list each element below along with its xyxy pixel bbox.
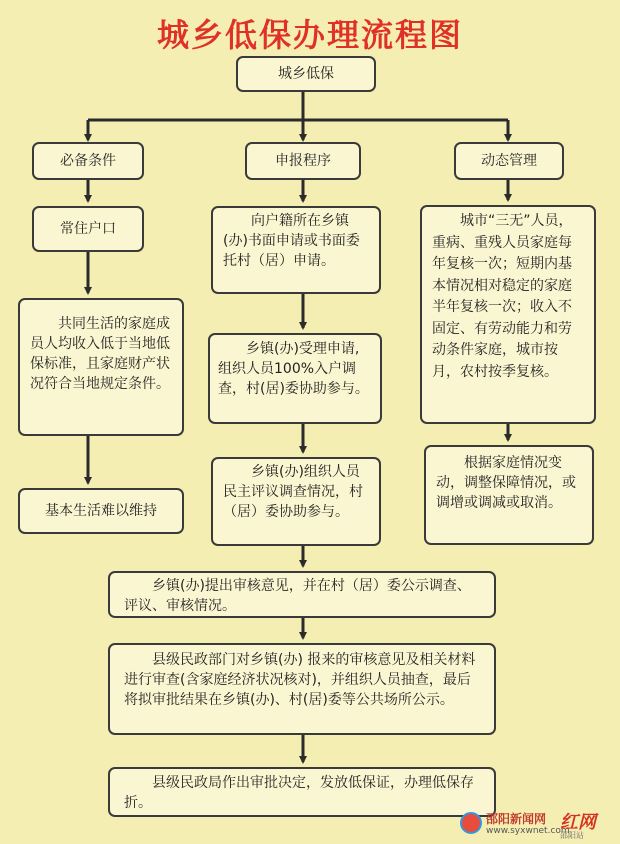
node-cond-hardship: 基本生活难以维持 xyxy=(18,488,184,534)
page-title: 城乡低保办理流程图 xyxy=(156,16,463,54)
node-proc-accept: 乡镇(办)受理申请,组织人员100%入户调查，村(居)委协助参与。 xyxy=(208,333,382,424)
node-procedure: 申报程序 xyxy=(245,142,361,180)
brand-sub: 邵阳站 xyxy=(560,831,584,840)
site-name: 邵阳新闻网 xyxy=(486,812,547,826)
node-root: 城乡低保 xyxy=(236,56,376,92)
brand-logo: 红网 xyxy=(560,812,596,833)
node-proc-opinion: 乡镇(办)提出审核意见，并在村（居）委公示调查、评议、审核情况。 xyxy=(108,571,496,618)
node-cond-income: 共同生活的家庭成员人均收入低于当地低保标准，且家庭财产状况符合当地规定条件。 xyxy=(18,298,184,436)
node-proc-decision: 县级民政局作出审批决定，发放低保证，办理低保存折。 xyxy=(108,767,496,817)
node-dyn-adjust: 根据家庭情况变动，调整保障情况，或调增或调减或取消。 xyxy=(424,445,594,545)
site-logo-icon xyxy=(460,812,482,834)
node-conditions: 必备条件 xyxy=(32,142,144,180)
site-url: www.syxwnet.com xyxy=(486,826,570,836)
node-dyn-review: 城市“三无”人员，重病、重残人员家庭每年复核一次；短期内基本情况相对稳定的家庭半年复核一次；收入不固定、有劳动能力和劳动条件家庭，城市按月，农村按季复核。 xyxy=(420,205,596,424)
node-dynamic: 动态管理 xyxy=(454,142,564,180)
node-proc-county: 县级民政部门对乡镇(办) 报来的审核意见及相关材料进行审查(含家庭经济状况核对)，并组织人员抽查，最后将拟审批结果在乡镇(办)、村(居)委等公共场所公示。 xyxy=(108,643,496,735)
node-cond-residence: 常住户口 xyxy=(32,206,144,252)
node-proc-apply: 向户籍所在乡镇(办)书面申请或书面委托村（居）申请。 xyxy=(211,206,381,294)
watermark-footer xyxy=(460,808,616,840)
node-proc-review: 乡镇(办)组织人员民主评议调查情况，村（居）委协助参与。 xyxy=(211,457,381,546)
